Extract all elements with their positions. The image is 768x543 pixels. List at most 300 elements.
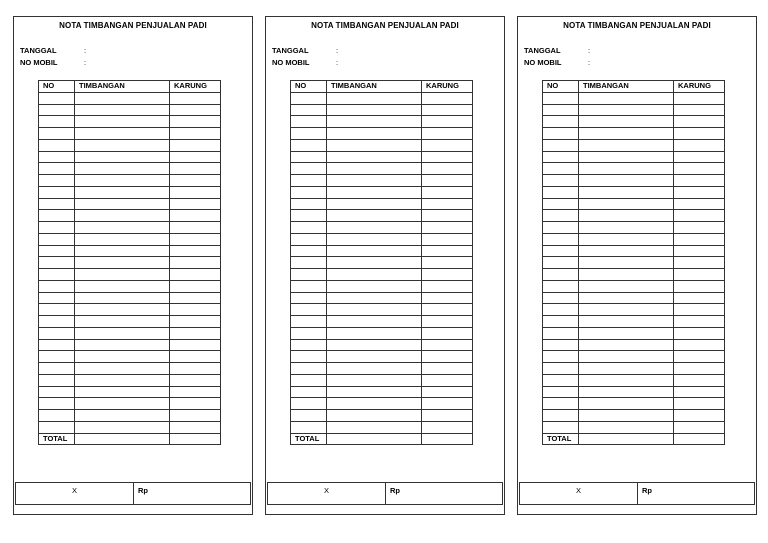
karung-cell (170, 104, 221, 116)
table-row (291, 175, 473, 187)
timbangan-cell (75, 245, 170, 257)
table-row (543, 245, 725, 257)
table-row (39, 280, 221, 292)
timbangan-cell (579, 210, 674, 222)
table-row (291, 386, 473, 398)
header-karung: KARUNG (422, 81, 473, 93)
tanggal-row (272, 46, 338, 55)
timbangan-cell (75, 175, 170, 187)
karung-cell (170, 363, 221, 375)
table-row (291, 233, 473, 245)
timbangan-cell (327, 351, 422, 363)
no-cell (291, 233, 327, 245)
karung-cell (422, 92, 473, 104)
header-no: NO (291, 81, 327, 93)
total-row (39, 433, 221, 445)
timbangan-cell (327, 139, 422, 151)
timbangan-cell (579, 257, 674, 269)
timbangan-cell (327, 386, 422, 398)
karung-cell (422, 257, 473, 269)
table-row (291, 280, 473, 292)
no-cell (291, 304, 327, 316)
timbangan-cell (579, 421, 674, 433)
table-row (543, 269, 725, 281)
timbangan-cell (75, 374, 170, 386)
table-row (39, 398, 221, 410)
karung-cell (170, 151, 221, 163)
no-cell (543, 116, 579, 128)
table-row (39, 104, 221, 116)
karung-cell (170, 163, 221, 175)
karung-cell (422, 128, 473, 140)
timbangan-cell (75, 163, 170, 175)
timbangan-cell (327, 398, 422, 410)
karung-cell (674, 139, 725, 151)
no-cell (39, 316, 75, 328)
karung-cell (170, 186, 221, 198)
timbangan-cell (75, 222, 170, 234)
karung-cell (674, 186, 725, 198)
no-cell (39, 92, 75, 104)
karung-cell (170, 128, 221, 140)
table-row (291, 304, 473, 316)
table-row (543, 339, 725, 351)
no-cell (39, 198, 75, 210)
timbangan-cell (327, 257, 422, 269)
timbangan-cell (327, 339, 422, 351)
no-cell (543, 233, 579, 245)
no-mobil-label: NO MOBIL (20, 58, 58, 67)
no-cell (543, 269, 579, 281)
no-cell (543, 139, 579, 151)
no-cell (543, 151, 579, 163)
karung-cell (422, 198, 473, 210)
karung-cell (170, 245, 221, 257)
timbangan-cell (75, 198, 170, 210)
table-row (543, 186, 725, 198)
karung-cell (674, 410, 725, 422)
table-row (291, 421, 473, 433)
table-row (39, 339, 221, 351)
no-cell (543, 292, 579, 304)
multiply-label: X (520, 483, 638, 504)
timbangan-cell (579, 233, 674, 245)
header-timbangan: TIMBANGAN (327, 81, 422, 93)
table-header-row (39, 81, 221, 93)
timbangan-cell (75, 92, 170, 104)
timbangan-cell (75, 398, 170, 410)
timbangan-cell (327, 245, 422, 257)
total-timbangan-cell (327, 433, 422, 445)
no-cell (291, 186, 327, 198)
karung-cell (170, 304, 221, 316)
no-cell (39, 351, 75, 363)
price-box (267, 482, 503, 505)
total-karung-cell (422, 433, 473, 445)
no-cell (39, 139, 75, 151)
no-cell (291, 316, 327, 328)
timbangan-cell (579, 245, 674, 257)
total-row (543, 433, 725, 445)
table-row (291, 351, 473, 363)
timbangan-cell (75, 327, 170, 339)
karung-cell (422, 151, 473, 163)
table-row (291, 363, 473, 375)
no-mobil-row (272, 58, 338, 67)
table-row (543, 292, 725, 304)
karung-cell (170, 398, 221, 410)
table-row (291, 92, 473, 104)
tanggal-label: TANGGAL (20, 46, 57, 55)
karung-cell (170, 351, 221, 363)
timbangan-cell (327, 151, 422, 163)
table-row (543, 233, 725, 245)
karung-cell (422, 304, 473, 316)
timbangan-cell (75, 104, 170, 116)
timbangan-cell (327, 269, 422, 281)
karung-cell (422, 222, 473, 234)
price-box (15, 482, 251, 505)
karung-cell (170, 233, 221, 245)
weighing-table (542, 80, 725, 445)
table-body (543, 92, 725, 433)
timbangan-cell (579, 198, 674, 210)
no-cell (291, 128, 327, 140)
total-label: TOTAL (543, 433, 579, 445)
karung-cell (674, 339, 725, 351)
timbangan-cell (579, 139, 674, 151)
no-cell (39, 233, 75, 245)
table-row (291, 151, 473, 163)
timbangan-cell (579, 116, 674, 128)
timbangan-cell (75, 233, 170, 245)
no-cell (291, 116, 327, 128)
sheet-title: NOTA TIMBANGAN PENJUALAN PADI (311, 21, 459, 30)
no-cell (291, 104, 327, 116)
tanggal-label: TANGGAL (272, 46, 309, 55)
timbangan-cell (579, 304, 674, 316)
table-row (543, 374, 725, 386)
header-timbangan: TIMBANGAN (75, 81, 170, 93)
table-row (291, 245, 473, 257)
no-cell (291, 339, 327, 351)
no-cell (39, 386, 75, 398)
receipt-sheet-2 (265, 16, 505, 515)
timbangan-cell (327, 163, 422, 175)
karung-cell (422, 339, 473, 351)
timbangan-cell (327, 280, 422, 292)
timbangan-cell (75, 304, 170, 316)
table-row (39, 198, 221, 210)
table-body (39, 92, 221, 433)
multiply-label: X (16, 483, 134, 504)
timbangan-cell (327, 116, 422, 128)
karung-cell (170, 280, 221, 292)
table-row (39, 269, 221, 281)
no-cell (291, 222, 327, 234)
table-row (39, 116, 221, 128)
table-row (39, 163, 221, 175)
timbangan-cell (75, 210, 170, 222)
timbangan-cell (327, 374, 422, 386)
no-mobil-label: NO MOBIL (524, 58, 562, 67)
karung-cell (170, 257, 221, 269)
no-cell (543, 304, 579, 316)
timbangan-cell (579, 339, 674, 351)
karung-cell (170, 210, 221, 222)
timbangan-cell (327, 304, 422, 316)
table-row (543, 304, 725, 316)
table-row (39, 421, 221, 433)
no-mobil-label: NO MOBIL (272, 58, 310, 67)
timbangan-cell (579, 186, 674, 198)
karung-cell (422, 374, 473, 386)
karung-cell (170, 410, 221, 422)
karung-cell (674, 374, 725, 386)
no-cell (39, 186, 75, 198)
timbangan-cell (327, 363, 422, 375)
karung-cell (170, 374, 221, 386)
table-row (39, 175, 221, 187)
table-row (291, 128, 473, 140)
weighing-table (290, 80, 473, 445)
no-cell (291, 374, 327, 386)
table-row (543, 421, 725, 433)
timbangan-cell (579, 374, 674, 386)
no-cell (543, 128, 579, 140)
karung-cell (674, 233, 725, 245)
no-cell (291, 210, 327, 222)
table-row (291, 163, 473, 175)
timbangan-cell (579, 163, 674, 175)
table-row (543, 104, 725, 116)
karung-cell (170, 92, 221, 104)
table-row (543, 327, 725, 339)
no-cell (543, 222, 579, 234)
table-row (39, 233, 221, 245)
no-cell (291, 292, 327, 304)
table-row (291, 292, 473, 304)
rupiah-label: Rp (642, 486, 652, 495)
no-cell (291, 363, 327, 375)
colon: : (84, 46, 87, 55)
no-cell (39, 116, 75, 128)
karung-cell (674, 128, 725, 140)
table-row (291, 398, 473, 410)
total-timbangan-cell (75, 433, 170, 445)
karung-cell (674, 163, 725, 175)
no-cell (39, 339, 75, 351)
karung-cell (170, 175, 221, 187)
tanggal-row (20, 46, 86, 55)
sheet-title: NOTA TIMBANGAN PENJUALAN PADI (563, 21, 711, 30)
table-row (291, 257, 473, 269)
karung-cell (170, 339, 221, 351)
no-cell (543, 245, 579, 257)
no-cell (291, 245, 327, 257)
karung-cell (674, 104, 725, 116)
karung-cell (674, 351, 725, 363)
timbangan-cell (75, 316, 170, 328)
weighing-table (38, 80, 221, 445)
table-row (543, 351, 725, 363)
karung-cell (170, 421, 221, 433)
no-cell (543, 104, 579, 116)
karung-cell (674, 386, 725, 398)
rupiah-label: Rp (138, 486, 148, 495)
timbangan-cell (579, 104, 674, 116)
price-box (519, 482, 755, 505)
karung-cell (422, 421, 473, 433)
karung-cell (422, 104, 473, 116)
no-cell (39, 327, 75, 339)
karung-cell (422, 386, 473, 398)
table-header-row (543, 81, 725, 93)
timbangan-cell (579, 327, 674, 339)
table-row (543, 398, 725, 410)
timbangan-cell (75, 128, 170, 140)
karung-cell (170, 316, 221, 328)
colon: : (84, 58, 87, 67)
karung-cell (674, 280, 725, 292)
timbangan-cell (579, 292, 674, 304)
no-cell (39, 163, 75, 175)
table-row (543, 257, 725, 269)
table-row (543, 222, 725, 234)
no-cell (543, 198, 579, 210)
no-cell (39, 222, 75, 234)
table-row (543, 210, 725, 222)
timbangan-cell (327, 210, 422, 222)
timbangan-cell (327, 104, 422, 116)
timbangan-cell (75, 386, 170, 398)
header-karung: KARUNG (170, 81, 221, 93)
timbangan-cell (75, 410, 170, 422)
table-row (291, 139, 473, 151)
timbangan-cell (327, 198, 422, 210)
no-mobil-row (20, 58, 86, 67)
karung-cell (674, 304, 725, 316)
karung-cell (170, 222, 221, 234)
karung-cell (170, 386, 221, 398)
table-row (543, 280, 725, 292)
table-row (39, 186, 221, 198)
table-row (543, 139, 725, 151)
timbangan-cell (75, 116, 170, 128)
header-no: NO (543, 81, 579, 93)
no-cell (543, 351, 579, 363)
no-cell (291, 163, 327, 175)
no-cell (543, 398, 579, 410)
karung-cell (674, 421, 725, 433)
no-cell (543, 210, 579, 222)
colon: : (588, 58, 591, 67)
table-row (39, 363, 221, 375)
table-row (39, 92, 221, 104)
table-row (291, 316, 473, 328)
no-cell (543, 410, 579, 422)
karung-cell (422, 410, 473, 422)
no-cell (39, 269, 75, 281)
table-row (39, 245, 221, 257)
timbangan-cell (327, 292, 422, 304)
no-mobil-row (524, 58, 590, 67)
table-row (291, 222, 473, 234)
table-row (291, 410, 473, 422)
karung-cell (170, 198, 221, 210)
header-karung: KARUNG (674, 81, 725, 93)
timbangan-cell (579, 363, 674, 375)
colon: : (336, 58, 339, 67)
table-row (543, 198, 725, 210)
timbangan-cell (75, 257, 170, 269)
table-row (291, 327, 473, 339)
table-row (39, 128, 221, 140)
timbangan-cell (75, 339, 170, 351)
karung-cell (674, 222, 725, 234)
karung-cell (170, 116, 221, 128)
timbangan-cell (327, 128, 422, 140)
no-cell (291, 398, 327, 410)
table-row (291, 198, 473, 210)
no-cell (291, 386, 327, 398)
no-cell (543, 316, 579, 328)
karung-cell (422, 269, 473, 281)
table-row (39, 210, 221, 222)
timbangan-cell (75, 280, 170, 292)
table-row (291, 104, 473, 116)
karung-cell (674, 398, 725, 410)
multiply-label: X (268, 483, 386, 504)
karung-cell (674, 327, 725, 339)
karung-cell (422, 351, 473, 363)
timbangan-cell (327, 175, 422, 187)
no-cell (39, 304, 75, 316)
karung-cell (422, 327, 473, 339)
receipt-sheet-1 (13, 16, 253, 515)
table-row (543, 363, 725, 375)
no-cell (39, 410, 75, 422)
table-row (543, 175, 725, 187)
table-row (39, 327, 221, 339)
timbangan-cell (75, 421, 170, 433)
table-row (543, 128, 725, 140)
timbangan-cell (327, 421, 422, 433)
total-karung-cell (170, 433, 221, 445)
table-row (39, 410, 221, 422)
no-cell (39, 245, 75, 257)
table-body (291, 92, 473, 433)
total-timbangan-cell (579, 433, 674, 445)
karung-cell (422, 363, 473, 375)
karung-cell (674, 198, 725, 210)
timbangan-cell (327, 222, 422, 234)
karung-cell (170, 269, 221, 281)
no-cell (543, 163, 579, 175)
no-cell (543, 280, 579, 292)
table-row (39, 222, 221, 234)
table-row (543, 386, 725, 398)
no-cell (39, 374, 75, 386)
timbangan-cell (579, 222, 674, 234)
tanggal-row (524, 46, 590, 55)
no-cell (543, 374, 579, 386)
timbangan-cell (327, 316, 422, 328)
table-row (39, 351, 221, 363)
table-header-row (291, 81, 473, 93)
no-cell (543, 257, 579, 269)
karung-cell (674, 210, 725, 222)
